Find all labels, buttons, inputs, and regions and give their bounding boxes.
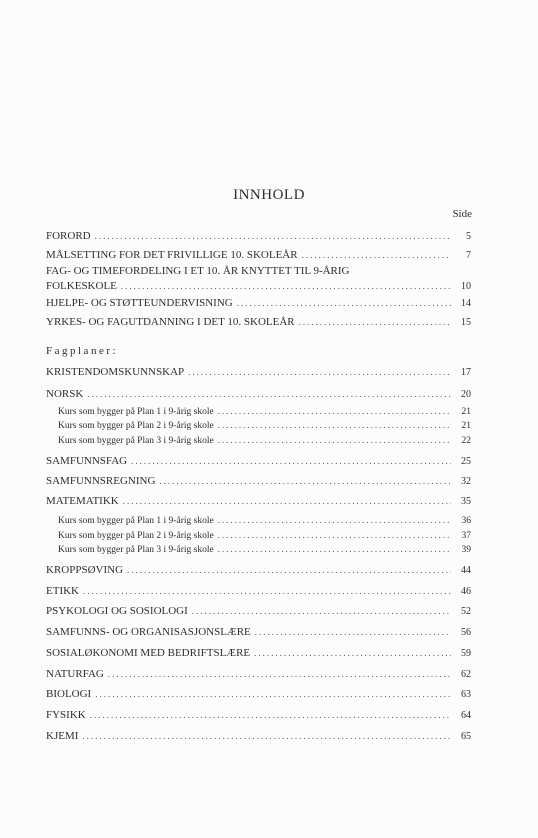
toc-entry-kroppsoving: [46, 564, 471, 577]
leader-dots: [218, 419, 451, 432]
toc-entry-label: NATURFAG: [46, 668, 104, 680]
toc-entry-label: ETIKK: [46, 585, 79, 597]
leader-dots: [218, 529, 451, 542]
toc-entry-etikk: [46, 585, 471, 598]
toc-subentry: [58, 434, 471, 448]
page-title: INNHOLD: [233, 187, 305, 203]
toc-entry-hjelpe: [46, 297, 471, 310]
toc-entry-kristendom: [46, 366, 471, 379]
toc-entry-label: Kurs som bygger på Plan 3 i 9-årig skole: [58, 436, 214, 446]
page-column-label: Side: [452, 208, 472, 220]
leader-dots: [302, 249, 451, 262]
toc-page-number: 22: [461, 436, 471, 446]
toc-entry-label: NORSK: [46, 388, 84, 400]
toc-subentry: [58, 419, 471, 433]
toc-entry-kjemi: [46, 730, 471, 743]
toc-entry-label: FOLKESKOLE: [46, 280, 117, 292]
toc-entry-label: Kurs som bygger på Plan 2 i 9-årig skole: [58, 531, 214, 541]
leader-dots: [121, 280, 451, 293]
toc-subentry: [58, 514, 471, 528]
toc-entry-forord: [46, 230, 471, 243]
toc-entry-label: MÅLSETTING FOR DET FRIVILLIGE 10. SKOLEÅR: [46, 249, 298, 261]
toc-subentry: [58, 543, 471, 557]
toc-entry-label: FYSIKK: [46, 709, 86, 721]
leader-dots: [188, 366, 451, 379]
leader-dots: [95, 688, 451, 701]
toc-entry-label: PSYKOLOGI OG SOSIOLOGI: [46, 605, 188, 617]
section-heading: Fagplaner:: [46, 345, 119, 357]
toc-entry-label: FORORD: [46, 230, 91, 242]
leader-dots: [82, 730, 451, 743]
toc-entry-label: Kurs som bygger på Plan 1 i 9-årig skole: [58, 407, 214, 417]
toc-page-number: 35: [461, 496, 471, 507]
toc-page-number: 52: [461, 606, 471, 617]
leader-dots: [159, 475, 451, 488]
toc-page-number: 59: [461, 648, 471, 659]
toc-entry-label: BIOLOGI: [46, 688, 92, 700]
toc-page-number: 32: [461, 476, 471, 487]
toc-entry-yrkes: [46, 316, 471, 329]
toc-entry-label: KJEMI: [46, 730, 79, 742]
toc-page-number: 10: [461, 281, 471, 292]
toc-entry-label: YRKES- OG FAGUTDANNING I DET 10. SKOLEÅR: [46, 316, 295, 328]
leader-dots: [218, 405, 451, 418]
toc-page-number: 17: [461, 367, 471, 378]
leader-dots: [131, 455, 451, 468]
leader-dots: [192, 605, 451, 618]
toc-entry-psykologi: [46, 605, 471, 618]
toc-subentry: [58, 529, 471, 543]
toc-page-number: 21: [461, 407, 471, 417]
leader-dots: [87, 388, 451, 401]
leader-dots: [218, 543, 451, 556]
toc-entry-naturfag: [46, 668, 471, 681]
toc-entry-biologi: [46, 688, 471, 701]
toc-entry-label: KROPPSØVING: [46, 564, 124, 576]
toc-page-number: 21: [461, 421, 471, 431]
toc-page-number: 14: [461, 298, 471, 309]
leader-dots: [218, 514, 451, 527]
toc-page-number: 7: [466, 250, 471, 261]
toc-entry-label: SAMFUNNS- OG ORGANISASJONSLÆRE: [46, 626, 251, 638]
toc-entry-label: Kurs som bygger på Plan 3 i 9-årig skole: [58, 545, 214, 555]
toc-page-number: 62: [461, 669, 471, 680]
toc-page-number: 39: [461, 545, 471, 555]
leader-dots: [95, 230, 451, 243]
leader-dots: [90, 709, 451, 722]
leader-dots: [108, 668, 451, 681]
leader-dots: [255, 626, 451, 639]
toc-page-number: 64: [461, 710, 471, 721]
toc-entry-label: SOSIALØKONOMI MED BEDRIFTSLÆRE: [46, 647, 251, 659]
leader-dots: [127, 564, 451, 577]
toc-page-number: 25: [461, 456, 471, 467]
leader-dots: [123, 495, 451, 508]
toc-entry-samfunnsfag: [46, 455, 471, 468]
toc-page-number: 20: [461, 389, 471, 400]
toc-page-number: 56: [461, 627, 471, 638]
toc-entry-label: Kurs som bygger på Plan 1 i 9-årig skole: [58, 516, 214, 526]
toc-entry-label: MATEMATIKK: [46, 495, 119, 507]
toc-entry-samfunnsregning: [46, 475, 471, 488]
toc-entry-fysikk: [46, 709, 471, 722]
toc-page-number: 5: [466, 231, 471, 242]
toc-page-number: 44: [461, 565, 471, 576]
toc-page-number: 46: [461, 586, 471, 597]
toc-entry-label: SAMFUNNSFAG: [46, 455, 128, 467]
toc-page-number: 65: [461, 731, 471, 742]
toc-page-number: 37: [461, 531, 471, 541]
leader-dots: [299, 316, 451, 329]
toc-entry-label: SAMFUNNSREGNING: [46, 475, 156, 487]
toc-entry-folkeskole: [46, 280, 471, 293]
toc-entry-label: KRISTENDOMSKUNNSKAP: [46, 366, 185, 378]
toc-entry-norsk: [46, 388, 471, 401]
leader-dots: [83, 585, 451, 598]
toc-entry-matematikk: [46, 495, 471, 508]
toc-entry-label-line1: FAG- OG TIMEFORDELING I ET 10. ÅR KNYTTET TIL 9-ÅRIG: [46, 265, 350, 277]
leader-dots: [237, 297, 451, 310]
toc-entry-malsetting: [46, 249, 471, 262]
toc-page-number: 15: [461, 317, 471, 328]
toc-entry-samfunns-org: [46, 626, 471, 639]
toc-entry-label: HJELPE- OG STØTTEUNDERVISNING: [46, 297, 233, 309]
toc-page-number: 36: [461, 516, 471, 526]
toc-subentry: [58, 405, 471, 419]
toc-entry-label: Kurs som bygger på Plan 2 i 9-årig skole: [58, 421, 214, 431]
toc-page-number: 63: [461, 689, 471, 700]
leader-dots: [218, 434, 451, 447]
leader-dots: [254, 647, 451, 660]
toc-entry-sosialokonomi: [46, 647, 471, 660]
